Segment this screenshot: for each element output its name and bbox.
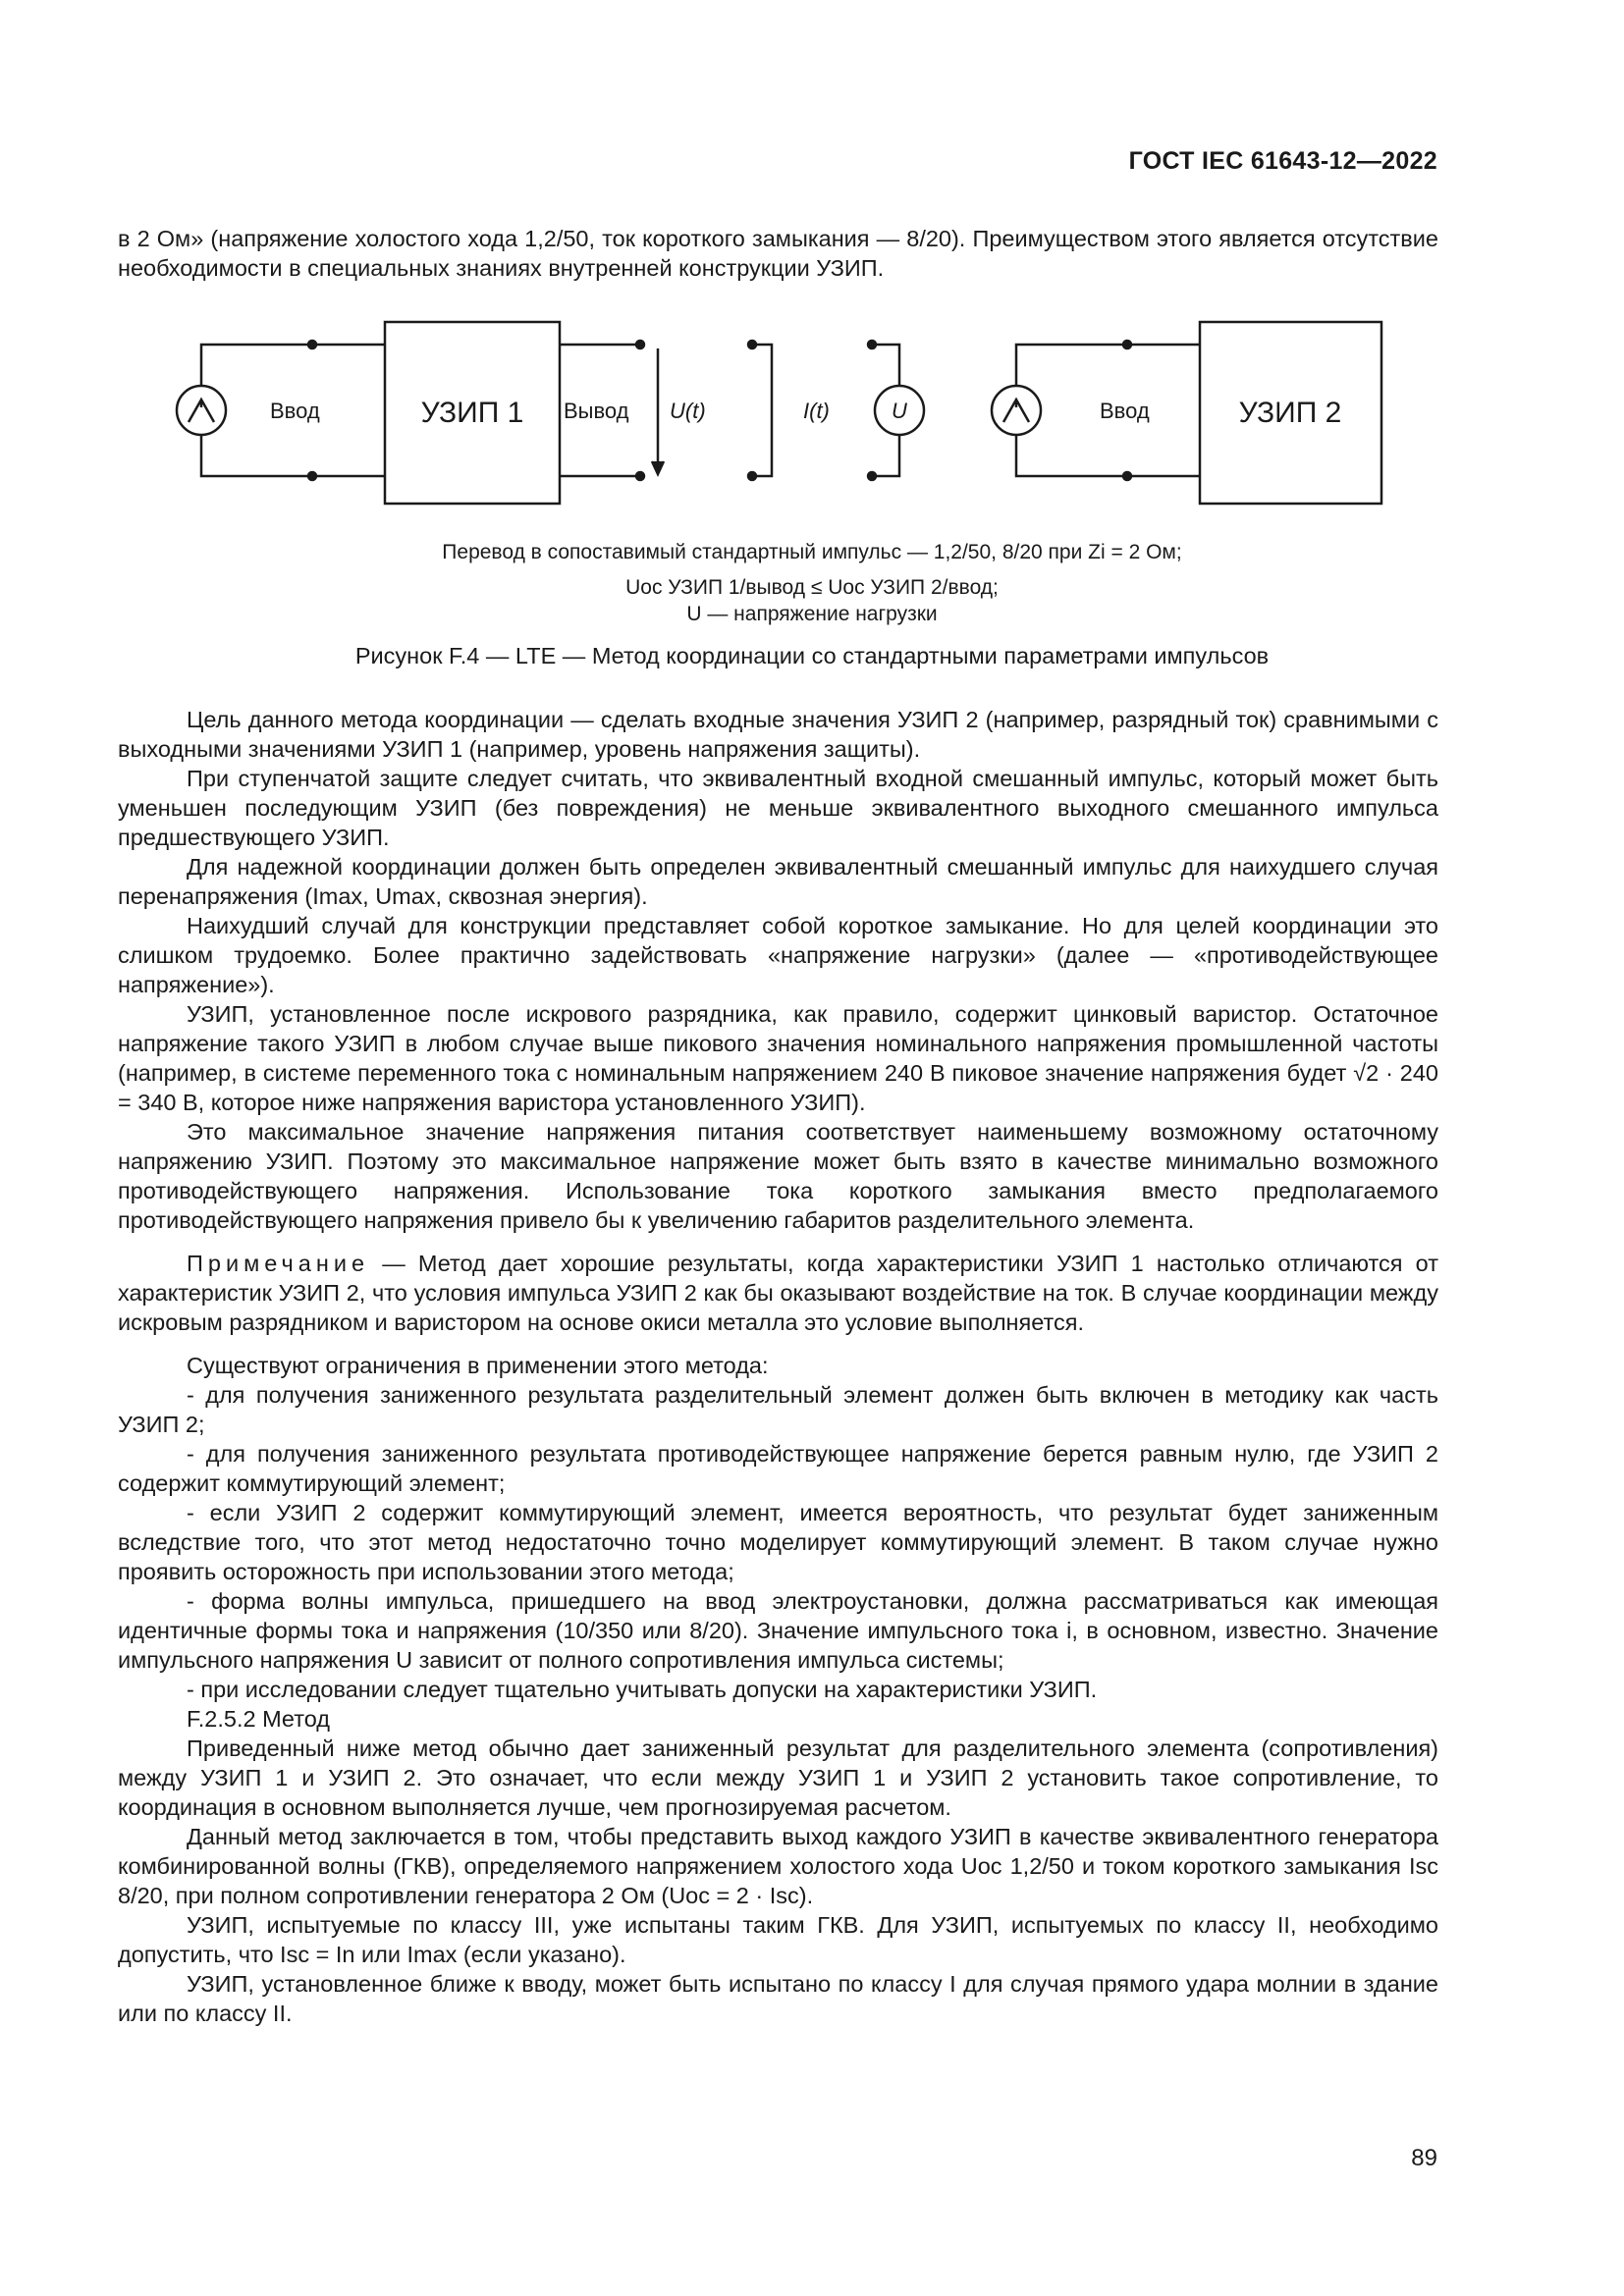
input1-label: Ввод — [270, 399, 320, 423]
spd2-label: УЗИП 2 — [1238, 397, 1342, 429]
list-item-2: - для получения заниженного результата противодействующее напряжение берется равным нулю, где УЗИП 2 содержит коммутирующий элемент; — [118, 1441, 1438, 1496]
intro-text — [118, 224, 1438, 283]
source-icon-1 — [177, 386, 226, 435]
output1-label: Вывод — [564, 399, 629, 423]
paragraph-6: Это максимальное значение напряжения питания соответствует наименьшему возможному остаточному напряжению УЗИП. Поэтому это максимальное напряжение может быть взято в качестве минимально возможного противодействующего напряжения. Использование тока короткого замыкания вместо предполагаемого противодействующего напряжения привело бы к увеличению габаритов разделительного элемента. — [118, 1119, 1438, 1233]
paragraph-8: Приведенный ниже метод обычно дает заниженный результат для разделительного элемента (сопротивления) между УЗИП 1 и УЗИП 2. Это означает, что если между УЗИП 1 и УЗИП 2 установить такое сопротивление, то координация в основном выполняется лучше, чем прогнозируемая расчетом. — [118, 1735, 1438, 1820]
source-icon-2 — [992, 386, 1041, 435]
caption-line-1: Перевод в сопоставимый стандартный импульс — 1,2/50, 8/20 при Zi = 2 Ом; — [442, 541, 1182, 563]
circuit-diagram — [157, 309, 1414, 520]
list-item-1: - для получения заниженного результата разделительный элемент должен быть включен в методику как часть УЗИП 2; — [118, 1382, 1438, 1437]
note-label: Примечание — [187, 1251, 370, 1276]
list-item-5: - при исследовании следует тщательно учитывать допуски на характеристики УЗИП. — [187, 1677, 1098, 1702]
page-number: 89 — [1411, 2145, 1437, 2171]
paragraph-11: УЗИП, установленное ближе к вводу, может быть испытано по классу I для случая прямого удара молнии в здание или по классу II. — [118, 1971, 1438, 2026]
paragraph-9: Данный метод заключается в том, чтобы представить выход каждого УЗИП в качестве эквивалентного генератора комбинированной волны (ГКВ), определяемого напряжением холостого хода Uoc 1,2/50 и током короткого замыкания Isc 8/20, при полном сопротивлении генератора 2 Ом (Uoc = 2 · Isc). — [118, 1824, 1438, 1908]
note-text: — Метод дает хорошие результаты, когда характеристики УЗИП 1 настолько отличаются от характеристик УЗИП 2, что условия импульса УЗИП 2 как бы оказывают воздействие на ток. В случае координации между искровым разрядником и варистором на основе окиси металла это условие выполняется. — [118, 1251, 1438, 1335]
meter-label: U — [892, 399, 907, 423]
paragraph-5: УЗИП, установленное после искрового разрядника, как правило, содержит цинковый варистор. Остаточное напряжение такого УЗИП в любом случае выше пикового значения номинального напряжения промышленной частоты (например, в системе переменного тока с номинальным напряжением 240 В пиковое значение напряжения будет √2 · 240 = 340 В, которое ниже напряжения варистора установленного УЗИП). — [118, 1001, 1438, 1115]
caption-line-2: Uoc УЗИП 1/вывод ≤ Uoc УЗИП 2/ввод; — [625, 576, 999, 599]
list-item-4: - форма волны импульса, пришедшего на ввод электроустановки, должна рассматриваться как имеющая идентичные формы тока и напряжения (10/350 или 8/20). Значение импульсного тока i, в основном, известно. Значение импульсного напряжения U зависит от полного сопротивления импульса системы; — [118, 1588, 1438, 1673]
figure-title: Рисунок F.4 — LTE — Метод координации со стандартными параметрами импульсов — [354, 643, 1270, 668]
list-item-3: - если УЗИП 2 содержит коммутирующий элемент, имеется вероятность, что результат будет заниженным вследствие того, что этот метод недостаточно точно моделирует коммутирующий элемент. В таком случае нужно проявить осторожность при использовании этого метода; — [118, 1500, 1438, 1584]
document-header: ГОСТ IEC 61643-12—2022 — [1128, 147, 1437, 175]
paragraph-1: Цель данного метода координации — сделать входные значения УЗИП 2 (например, разрядный ток) сравнимыми с выходными значениями УЗИП 1 (например, уровень напряжения защиты). — [118, 707, 1438, 762]
input2-label: Ввод — [1100, 399, 1150, 423]
paragraph-4: Наихудший случай для конструкции представляет собой короткое замыкание. Но для целей координации это слишком трудоемко. Более практично задействовать «напряжение нагрузки» (далее — «противодействующее напряжение»). — [118, 913, 1438, 997]
current-label: I(t) — [803, 399, 830, 423]
paragraph-10: УЗИП, испытуемые по классу III, уже испытаны таким ГКВ. Для УЗИП, испытуемых по классу II, необходимо допустить, что Isc = In или Imax (если указано). — [118, 1912, 1438, 1967]
paragraph-3: Для надежной координации должен быть определен эквивалентный смешанный импульс для наихудшего случая перенапряжения (Imax, Umax, сквозная энергия). — [118, 854, 1438, 909]
note-paragraph — [118, 1249, 1438, 1337]
paragraph-2: При ступенчатой защите следует считать, что эквивалентный входной смешанный импульс, который может быть уменьшен последующим УЗИП (без повреждения) не меньше эквивалентного выходного смешанного импульса предшествующего УЗИП. — [118, 766, 1438, 850]
voltage-label: U(t) — [670, 399, 706, 423]
spd1-label: УЗИП 1 — [420, 397, 524, 429]
intro-paragraph: в 2 Ом» (напряжение холостого хода 1,2/50, ток короткого замыкания — 8/20). Преимуществом этого является отсутствие необходимости в специальных знаниях внутренней конструкции УЗИП. — [118, 226, 1438, 281]
caption-line-3: U — напряжение нагрузки — [686, 603, 938, 625]
section-heading: F.2.5.2 Метод — [187, 1706, 330, 1732]
body-text — [118, 705, 1438, 2028]
paragraph-7: Существуют ограничения в применении этого метода: — [187, 1353, 769, 1378]
